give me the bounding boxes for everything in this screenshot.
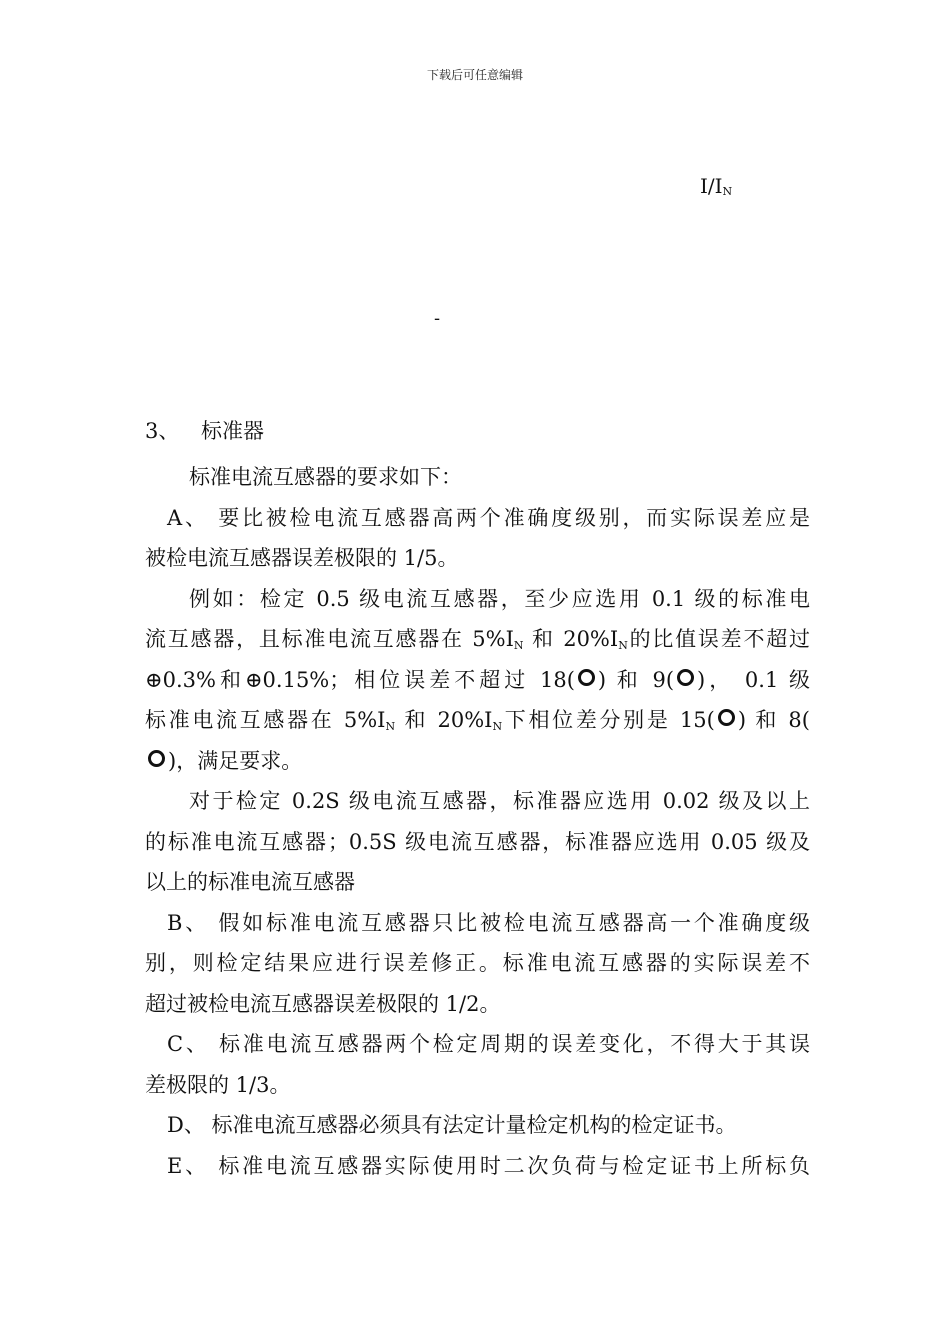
text-run: ⊕0.3%和⊕0.15%；相位误差不超过 18(: [145, 667, 575, 692]
section-title: 标准器: [201, 419, 264, 443]
text-run: 的比值误差不超过: [627, 627, 811, 651]
paragraph-line: 被检电流互感器误差极限的 1/5。: [145, 546, 459, 570]
paragraph-line: A、 要比被检电流互感器高两个准确度级别，而实际误差应是: [167, 505, 810, 530]
paragraph-line: 的标准电流互感器；0.5S 级电流互感器，标准器应选用 0.05 级及: [145, 829, 810, 854]
degree-circle-icon: [718, 709, 735, 726]
text-run: ) 和 8(: [737, 708, 810, 732]
degree-circle-icon: [578, 669, 595, 686]
text-run: 和 20%I: [523, 627, 619, 651]
paragraph-line: [145, 700, 810, 741]
paragraph-line: 差极限的 1/3。: [145, 1072, 291, 1097]
subscript-n: N: [618, 639, 628, 652]
ratio-label: [700, 174, 732, 198]
text-run: 标准电流互感器在 5%I: [145, 708, 386, 732]
text-run: 下相位差分别是 15(: [502, 708, 715, 732]
ratio-subscript: N: [722, 185, 733, 198]
subscript-n: N: [492, 720, 503, 733]
paragraph-line: 标准电流互感器的要求如下：: [189, 465, 462, 489]
paragraph-line: D、 标准电流互感器必须具有法定计量检定机构的检定证书。: [167, 1113, 737, 1137]
paragraph-line: 对于检定 0.2S 级电流互感器，标准器应选用 0.02 级及以上: [189, 789, 810, 813]
text-run: )， 0.1 级: [697, 667, 810, 692]
text-run: 流互感器，且标准电流互感器在 5%I: [145, 627, 514, 651]
text-run: 和 20%I: [395, 708, 493, 732]
text-run: ) 和 9(: [597, 667, 675, 692]
paragraph-line: [145, 660, 810, 701]
subscript-n: N: [385, 720, 396, 733]
section-number: 3、: [145, 419, 180, 443]
paragraph-line: B、 假如标准电流互感器只比被检电流互感器高一个准确度级: [167, 910, 810, 935]
paragraph-line: 以上的标准电流互感器: [145, 870, 355, 894]
paragraph-line: 别，则检定结果应进行误差修正。标准电流互感器的实际误差不: [145, 951, 810, 975]
subscript-n: N: [513, 639, 524, 652]
paragraph-line: E、 标准电流互感器实际使用时二次负荷与检定证书上所标负: [167, 1153, 810, 1178]
paragraph-line: [145, 619, 810, 660]
paragraph-line: [145, 741, 810, 782]
degree-circle-icon: [677, 669, 694, 686]
ratio-base: I/I: [700, 174, 723, 198]
paragraph-line: 超过被检电流互感器误差极限的 1/2。: [145, 991, 501, 1016]
paragraph-line: C、 标准电流互感器两个检定周期的误差变化，不得大于其误: [167, 1032, 810, 1056]
document-body: [145, 411, 810, 1186]
paragraph-line: 例如：检定 0.5 级电流互感器，至少应选用 0.1 级的标准电: [189, 586, 810, 611]
degree-circle-icon: [148, 750, 165, 767]
text-run: )，满足要求。: [168, 748, 303, 773]
section-heading: [145, 411, 810, 451]
dash-mark: -: [434, 308, 441, 329]
page-header: 下载后可任意编辑: [426, 68, 523, 82]
